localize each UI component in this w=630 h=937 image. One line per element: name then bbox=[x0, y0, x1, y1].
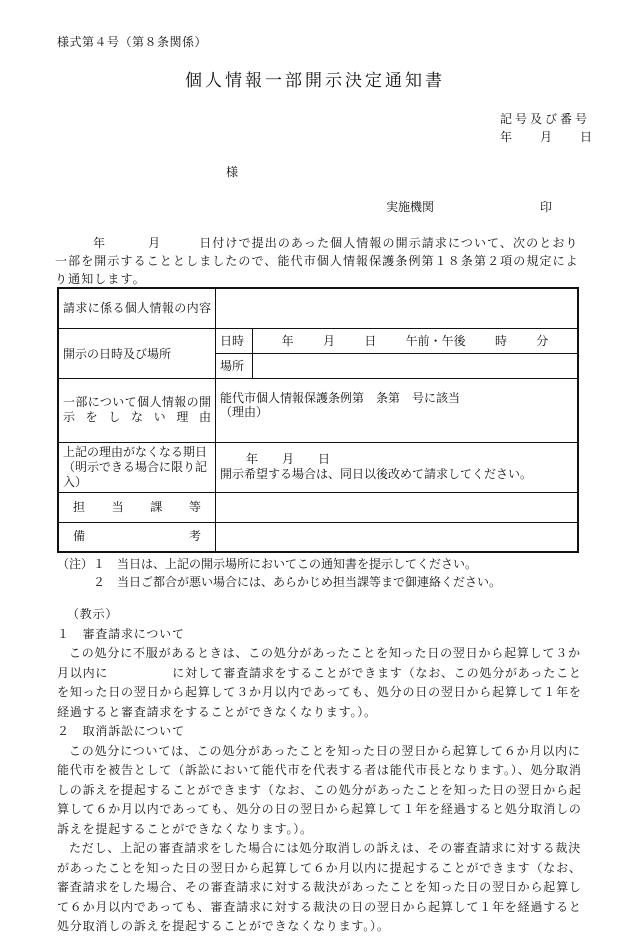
dept-cell[interactable] bbox=[216, 492, 579, 522]
reference-number-label: 記号及び番号 bbox=[500, 112, 591, 126]
remarks-cell[interactable] bbox=[216, 522, 579, 552]
reason-line2: （理由） bbox=[220, 404, 269, 419]
request-label: 請求に係る個人情報の内容 bbox=[58, 288, 216, 328]
reason-cell[interactable] bbox=[216, 378, 579, 442]
section1-body: この処分に不服があるときは、この処分があったことを知った日の翌日から起算して３か月以内に に対して審査請求をすることができます（なお、この処分があったことを知った日の翌日から起算して３か月以内であっても、処分の日の翌日から起算して１年を経過すると審査請求をすることができなくなります。）。 bbox=[57, 646, 582, 719]
intro-text: 日付けで提出のあった個人情報の開示請求について、次のとおり一部を開示することとしましたので、能代市個人情報保護条例第１８条第２項の規定により通知します。 bbox=[55, 236, 579, 286]
remarks-label: 備考 bbox=[58, 522, 216, 552]
dt-year: 年 bbox=[281, 334, 294, 348]
note-1: １ 当日は、上記の開示場所においてこの通知書を提示してください。 bbox=[93, 557, 478, 571]
section2-body1: この処分については、この処分があったことを知った日の翌日から起算して６か月以内に能代市を被告として（訴訟において能代市を代表する者は能代市長となります。）、処分取消しの訴えを提起することができます（なお、この処分があったことを知った日の翌日から起算して６か月以内であっても、処分の日の翌日から起算して１年を経過すると処分取消しの訴えを提起することができなくなります。）。 bbox=[57, 743, 582, 836]
place-label: 場所 bbox=[216, 353, 253, 378]
document-title: 個人情報一部開示決定通知書 bbox=[185, 71, 445, 91]
reason-label: 一部について個人情報の開示をしない理由 bbox=[58, 378, 216, 442]
expiry-date: 年 月 日 bbox=[246, 452, 331, 466]
issue-date-year: 年 bbox=[500, 130, 513, 144]
notes-prefix: （注） bbox=[57, 557, 94, 571]
seal-mark: 印 bbox=[540, 200, 553, 214]
dt-ampm: 午前・午後 bbox=[405, 334, 466, 348]
section2-body2: ただし、上記の審査請求をした場合には処分取消しの訴えは、その審査請求に対する裁決があったことを知った日の翌日から起算して６か月以内に提起することができます（なお、審査請求をした場合、その審査請求に対する裁決があったことを知った日の翌日から起算して６か月以内であっても、審査請求に対する裁決の日の翌日から起算して１年を経過すると処分取消しの訴えを提起することができなくなります。）。 bbox=[57, 841, 582, 933]
agency-label: 実施機関 bbox=[386, 200, 435, 214]
expiry-cell[interactable] bbox=[216, 442, 579, 492]
intro-month: 月 bbox=[148, 236, 162, 250]
place-value[interactable] bbox=[253, 353, 579, 378]
section1-title: １ 審査請求について bbox=[57, 626, 185, 641]
instruction-section bbox=[57, 605, 587, 937]
dept-label: 担当課等 bbox=[58, 492, 216, 522]
request-content-cell[interactable] bbox=[216, 288, 579, 328]
section2-title: ２ 取消訴訟について bbox=[57, 724, 185, 738]
addressee-suffix: 様 bbox=[226, 165, 239, 179]
issue-date-day: 日 bbox=[579, 130, 592, 144]
datetime-label: 日時 bbox=[216, 328, 253, 353]
issue-date-month: 月 bbox=[539, 130, 552, 144]
dt-month: 月 bbox=[322, 334, 335, 348]
schedule-label: 開示の日時及び場所 bbox=[58, 328, 216, 378]
dt-hour: 時 bbox=[494, 334, 507, 348]
notes bbox=[57, 555, 501, 591]
dt-day: 日 bbox=[364, 334, 377, 348]
expiry-note: 開示希望する場合は、同日以後改めて請求してください。 bbox=[220, 467, 533, 481]
reason-line1: 能代市個人情報保護条例第 条第 号に該当 bbox=[220, 390, 461, 405]
intro-paragraph bbox=[55, 234, 590, 288]
issue-date bbox=[500, 128, 592, 145]
datetime-value[interactable] bbox=[253, 328, 579, 353]
expiry-label: 上記の理由がなくなる期日（明示できる場合に限り記入） bbox=[58, 442, 216, 492]
intro-year: 年 bbox=[93, 236, 107, 250]
form-id: 様式第４号（第８条関係） bbox=[57, 35, 208, 49]
disclosure-table bbox=[57, 287, 579, 553]
instruction-heading: （教示） bbox=[67, 607, 119, 621]
note-2: ２ 当日ご都合が悪い場合には、あらかじめ担当課等まで御連絡ください。 bbox=[93, 575, 502, 589]
dt-minute: 分 bbox=[536, 334, 549, 348]
